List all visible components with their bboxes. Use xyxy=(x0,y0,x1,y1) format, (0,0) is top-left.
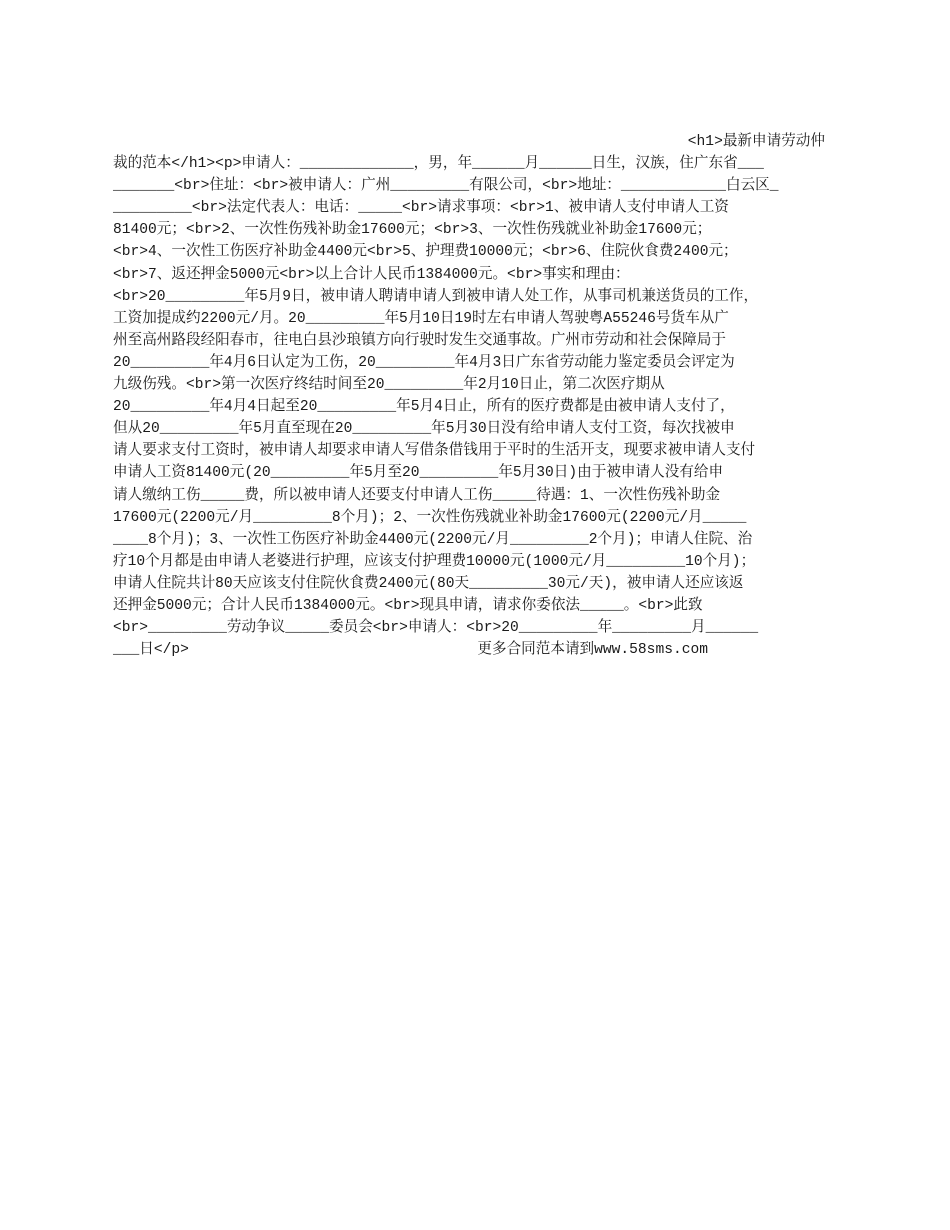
document-line: 81400元；<br>2、一次性伤残补助金17600元；<br>3、一次性伤残就业补助金17600元； xyxy=(113,222,712,239)
closing-text: ___日</p> xyxy=(113,642,189,659)
document-line: ____8个月)；3、一次性工伤医疗补助金4400元(2200元/月_________2个月)；申请人住院、治 xyxy=(113,531,753,548)
document-line: 申请人工资81400元(20_________年5月至20_________年5月30日)由于被申请人没有给申 xyxy=(113,465,724,482)
promo-link-text: 更多合同范本请到www.58sms.com xyxy=(477,642,708,659)
document-line: <br>7、返还押金5000元<br>以上合计人民币1384000元。<br>事实和理由： xyxy=(113,266,630,283)
document-line: 请人缴纳工伤_____费，所以被申请人还要支付申请人工伤_____待遇：1、一次性伤残补助金 xyxy=(113,487,721,504)
document-line: 九级伤残。<br>第一次医疗终结时间至20_________年2月10日止，第二次医疗期从 xyxy=(113,377,665,394)
document-line: 20_________年4月4日起至20_________年5月4日止，所有的医疗费都是由被申请人支付了， xyxy=(113,399,735,416)
document-last-line xyxy=(113,639,835,661)
document-line: <br>4、一次性工伤医疗补助金4400元<br>5、护理费10000元；<br>6、住院伙食费2400元； xyxy=(113,244,738,261)
document-line: <br>_________劳动争议_____委员会<br>申请人：<br>20_________年_________月______ xyxy=(113,620,759,637)
document-line: 20_________年4月6日认定为工伤，20_________年4月3日广东省劳动能力鉴定委员会评定为 xyxy=(113,354,735,371)
document-line: _______<br>住址：<br>被申请人：广州_________有限公司，<br>地址：____________白云区_ xyxy=(113,178,779,195)
document-line: 申请人住院共计80天应该支付住院伙食费2400元(80天_________30元/天)，被申请人还应该返 xyxy=(113,575,744,592)
document-line: <br>20_________年5月9日，被申请人聘请申请人到被申请人处工作，从事司机兼送货员的工作， xyxy=(113,288,759,305)
document-line: <h1>最新申请劳动仲 xyxy=(687,134,825,150)
document-line: 裁的范本</h1><p>申请人：_____________，男，年______月______日生，汉族，住广东省___ xyxy=(113,156,764,173)
document-line: 还押金5000元；合计人民币1384000元。<br>现具申请，请求你委依法_____。<br>此致 xyxy=(113,597,703,614)
document-line: 请人要求支付工资时，被申请人却要求申请人写借条借钱用于平时的生活开支，现要求被申请人支付 xyxy=(113,443,756,460)
document-body xyxy=(113,131,835,661)
document-line: 工资加提成约2200元/月。20_________年5月10日19时左右申请人驾驶粤A55246号货车从广 xyxy=(113,310,729,327)
document-line: 州至高州路段经阳春市，往电白县沙琅镇方向行驶时发生交通事故。广州市劳动和社会保障局于 xyxy=(113,332,726,349)
document-line: 但从20_________年5月直至现在20_________年5月30日没有给申请人支付工资，每次找被申 xyxy=(113,421,735,438)
document-line: 17600元(2200元/月_________8个月)；2、一次性伤残就业补助金17600元(2200元/月_____ xyxy=(113,509,747,526)
document-line: _________<br>法定代表人：电话：_____<br>请求事项：<br>1、被申请人支付申请人工资 xyxy=(113,200,729,217)
document-line: 疗10个月都是由申请人老婆进行护理，应该支付护理费10000元(1000元/月_________10个月)； xyxy=(113,553,756,570)
